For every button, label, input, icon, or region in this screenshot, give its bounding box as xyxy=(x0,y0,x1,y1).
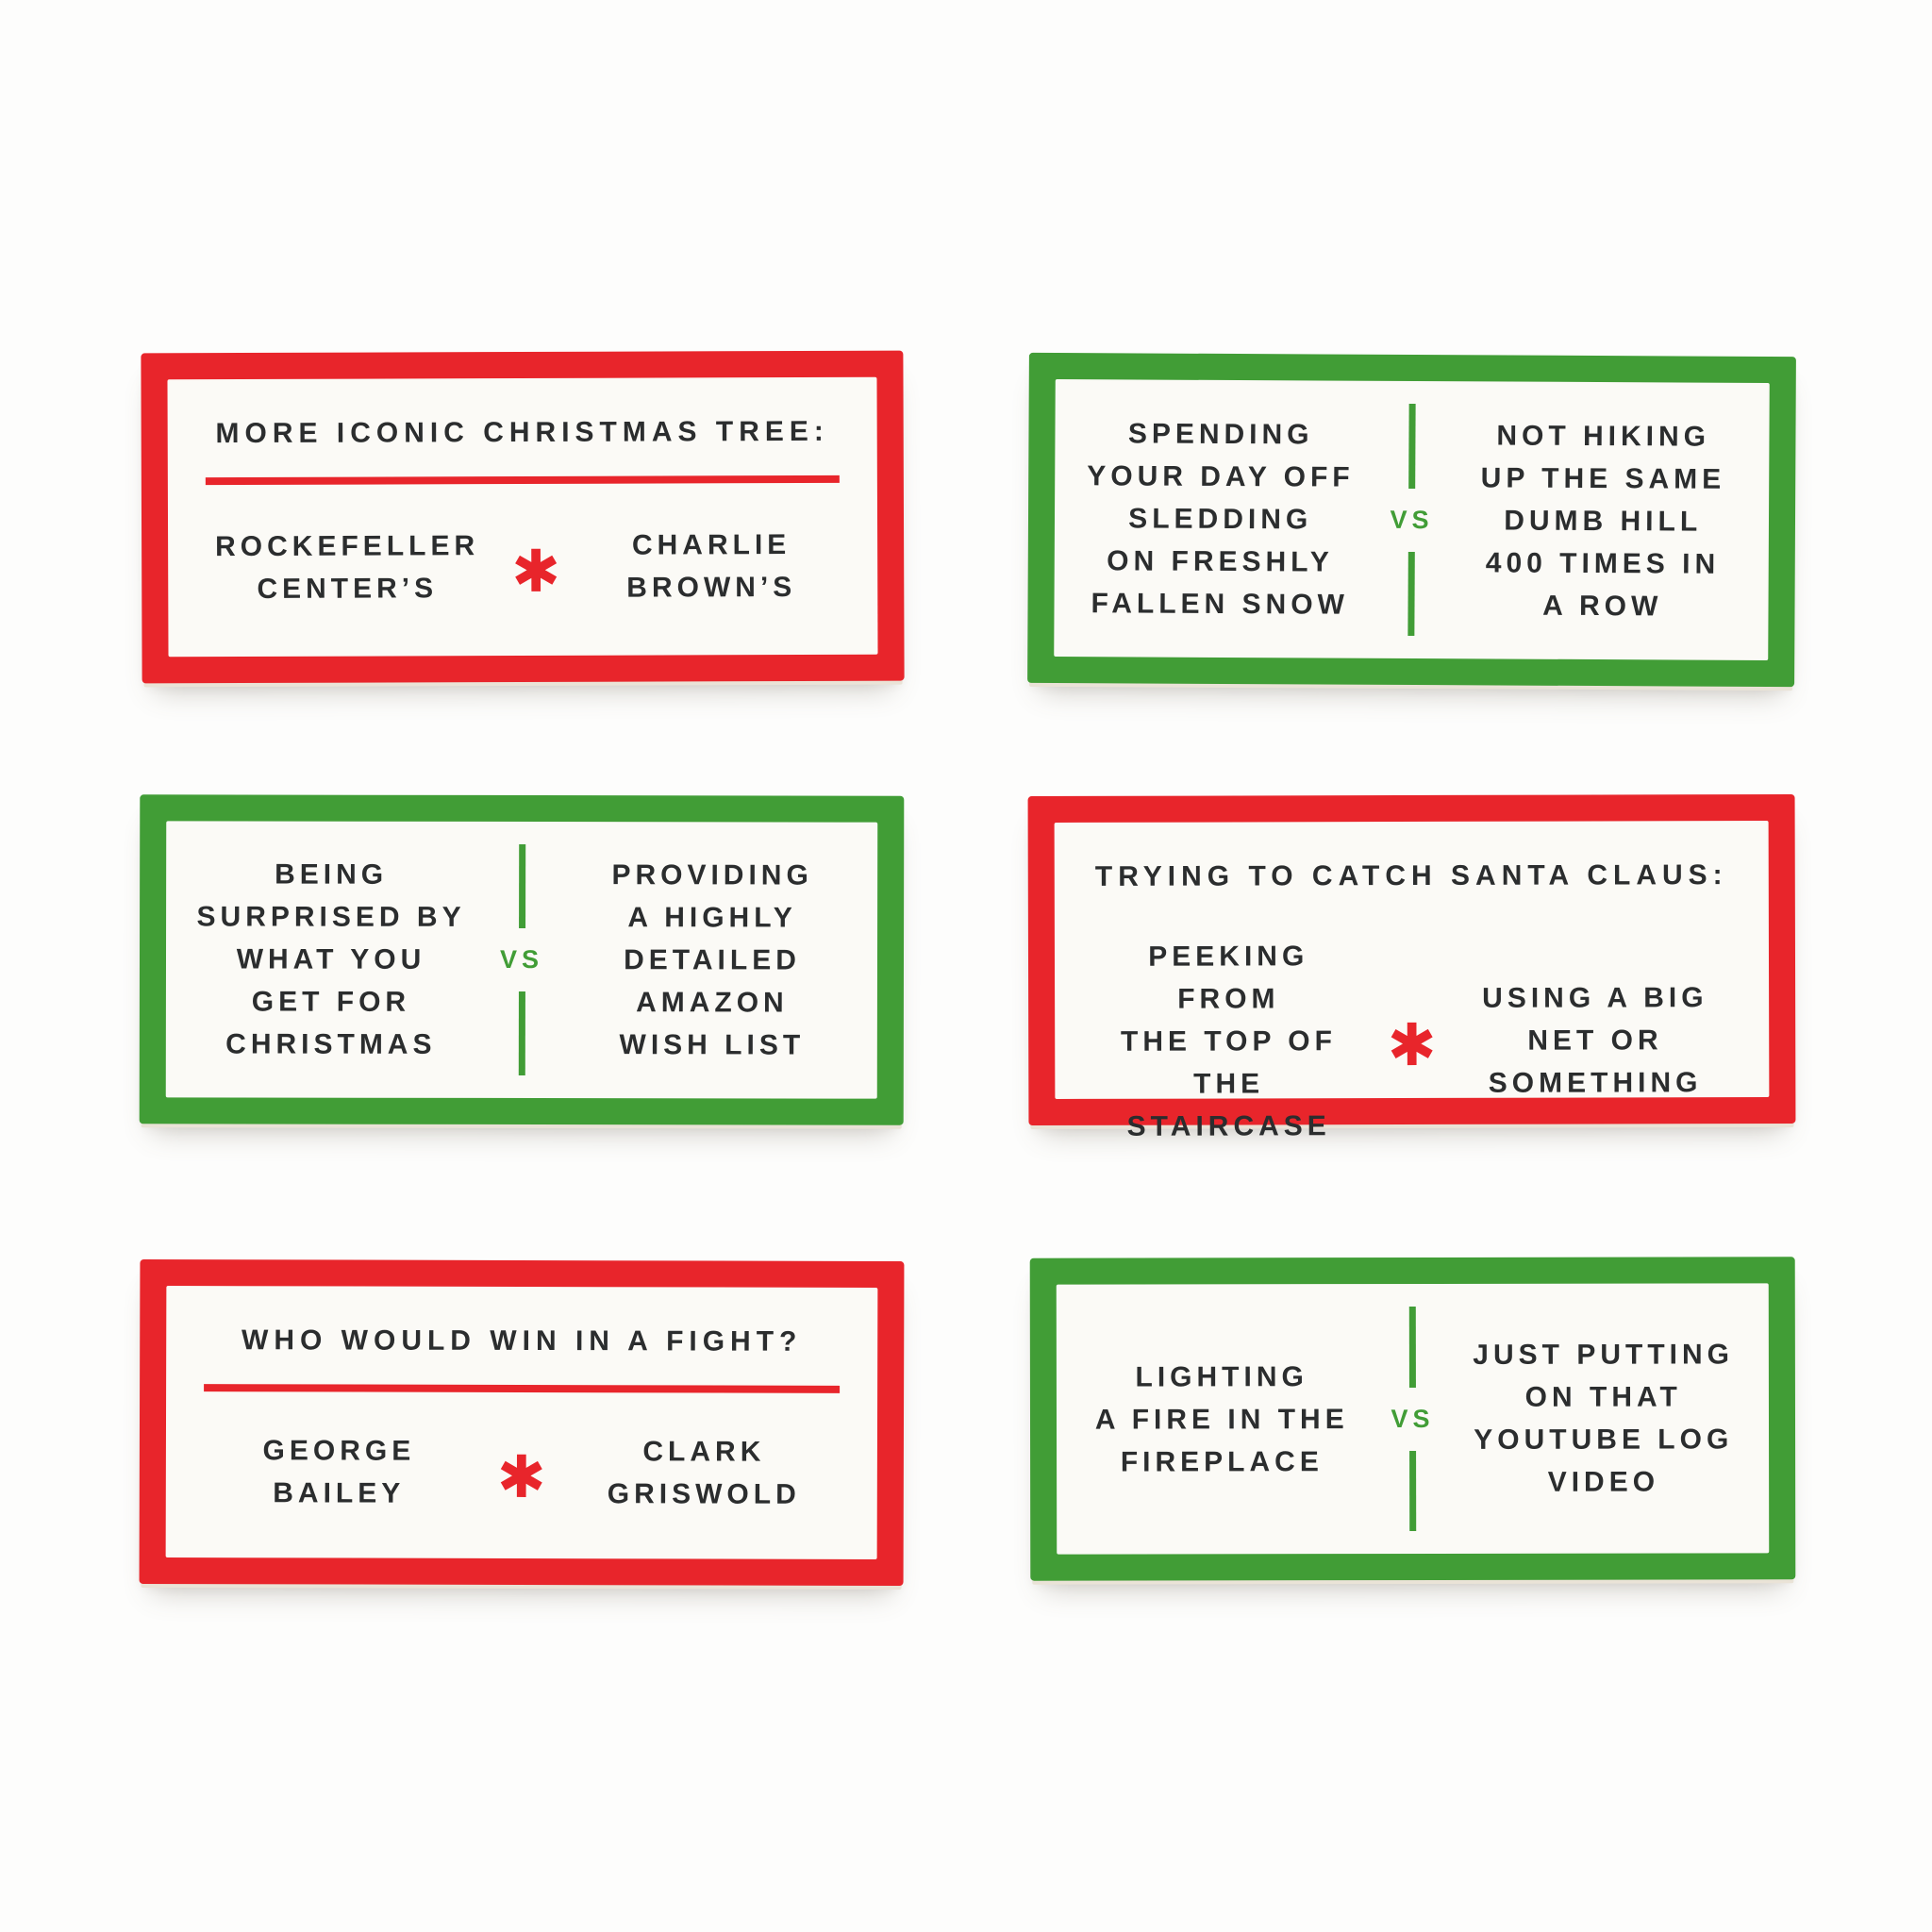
card-title: TRYING TO CATCH SANTA CLAUS: xyxy=(1094,859,1728,892)
card-title: MORE ICONIC CHRISTMAS TREE: xyxy=(215,415,829,450)
card-face xyxy=(166,1286,878,1559)
option-right: PROVIDING A HIGHLY DETAILED AMAZON WISH LIST xyxy=(611,859,813,1061)
option-left: LIGHTING A FIRE IN THE FIREPLACE xyxy=(1094,1360,1349,1478)
options-row xyxy=(192,843,851,1075)
vs-divider-line-bottom xyxy=(1409,1450,1416,1531)
option-right: CLARK GRISWOLD xyxy=(607,1436,801,1510)
game-card-4 xyxy=(1028,794,1796,1142)
card-face xyxy=(1057,1283,1769,1554)
vs-divider xyxy=(470,844,574,1075)
options-row xyxy=(191,1391,853,1539)
vs-divider xyxy=(1360,1307,1464,1531)
asterisk-icon: ✱ xyxy=(511,536,561,606)
game-card-6 xyxy=(1030,1257,1796,1580)
vs-divider xyxy=(1359,404,1464,637)
option-left: SPENDING YOUR DAY OFF SLEDDING ON FRESHLY FALLEN SNOW xyxy=(1087,417,1355,621)
card-title: WHO WOULD WIN IN A FIGHT? xyxy=(241,1324,803,1357)
options-row xyxy=(1083,1306,1742,1531)
game-card-1 xyxy=(141,351,904,684)
option-left: ROCKEFELLER CENTER’S xyxy=(215,530,480,605)
option-left: PEEKING FROM THE TOP OF THE STAIRCASE xyxy=(1120,941,1337,1142)
vs-divider-line-top xyxy=(519,844,525,928)
option-right: CHARLIE BROWN’S xyxy=(626,529,797,604)
asterisk-icon: ✱ xyxy=(1387,1009,1437,1080)
game-card-5 xyxy=(140,1259,905,1586)
card-face xyxy=(166,821,878,1098)
option-right: JUST PUTTING ON THAT YOUTUBE LOG VIDEO xyxy=(1473,1339,1735,1498)
game-card-2 xyxy=(1027,353,1796,687)
game-card-3 xyxy=(140,794,905,1124)
card-face xyxy=(1055,821,1770,1142)
options-row xyxy=(192,483,854,636)
option-right: NOT HIKING UP THE SAME DUMB HILL 400 TIMES IN A ROW xyxy=(1480,419,1726,622)
options-row xyxy=(1079,919,1745,1148)
vs-divider-line-bottom xyxy=(518,991,525,1075)
vs-divider-line-top xyxy=(1408,404,1415,489)
vs-divider-line-bottom xyxy=(1407,551,1414,636)
vs-divider-line-top xyxy=(1409,1307,1416,1388)
vs-label: VS xyxy=(1390,505,1434,534)
card-face xyxy=(167,377,877,658)
card-face xyxy=(1054,379,1770,660)
vs-label: VS xyxy=(1391,1404,1435,1433)
option-left: BEING SURPRISED BY WHAT YOU GET FOR CHRISTMAS xyxy=(196,858,466,1060)
option-right: USING A BIG NET OR SOMETHING xyxy=(1482,982,1708,1099)
asterisk-icon: ✱ xyxy=(496,1441,546,1511)
vs-label: VS xyxy=(499,944,544,974)
options-row xyxy=(1080,402,1742,638)
option-left: GEORGE BAILEY xyxy=(262,1435,416,1509)
